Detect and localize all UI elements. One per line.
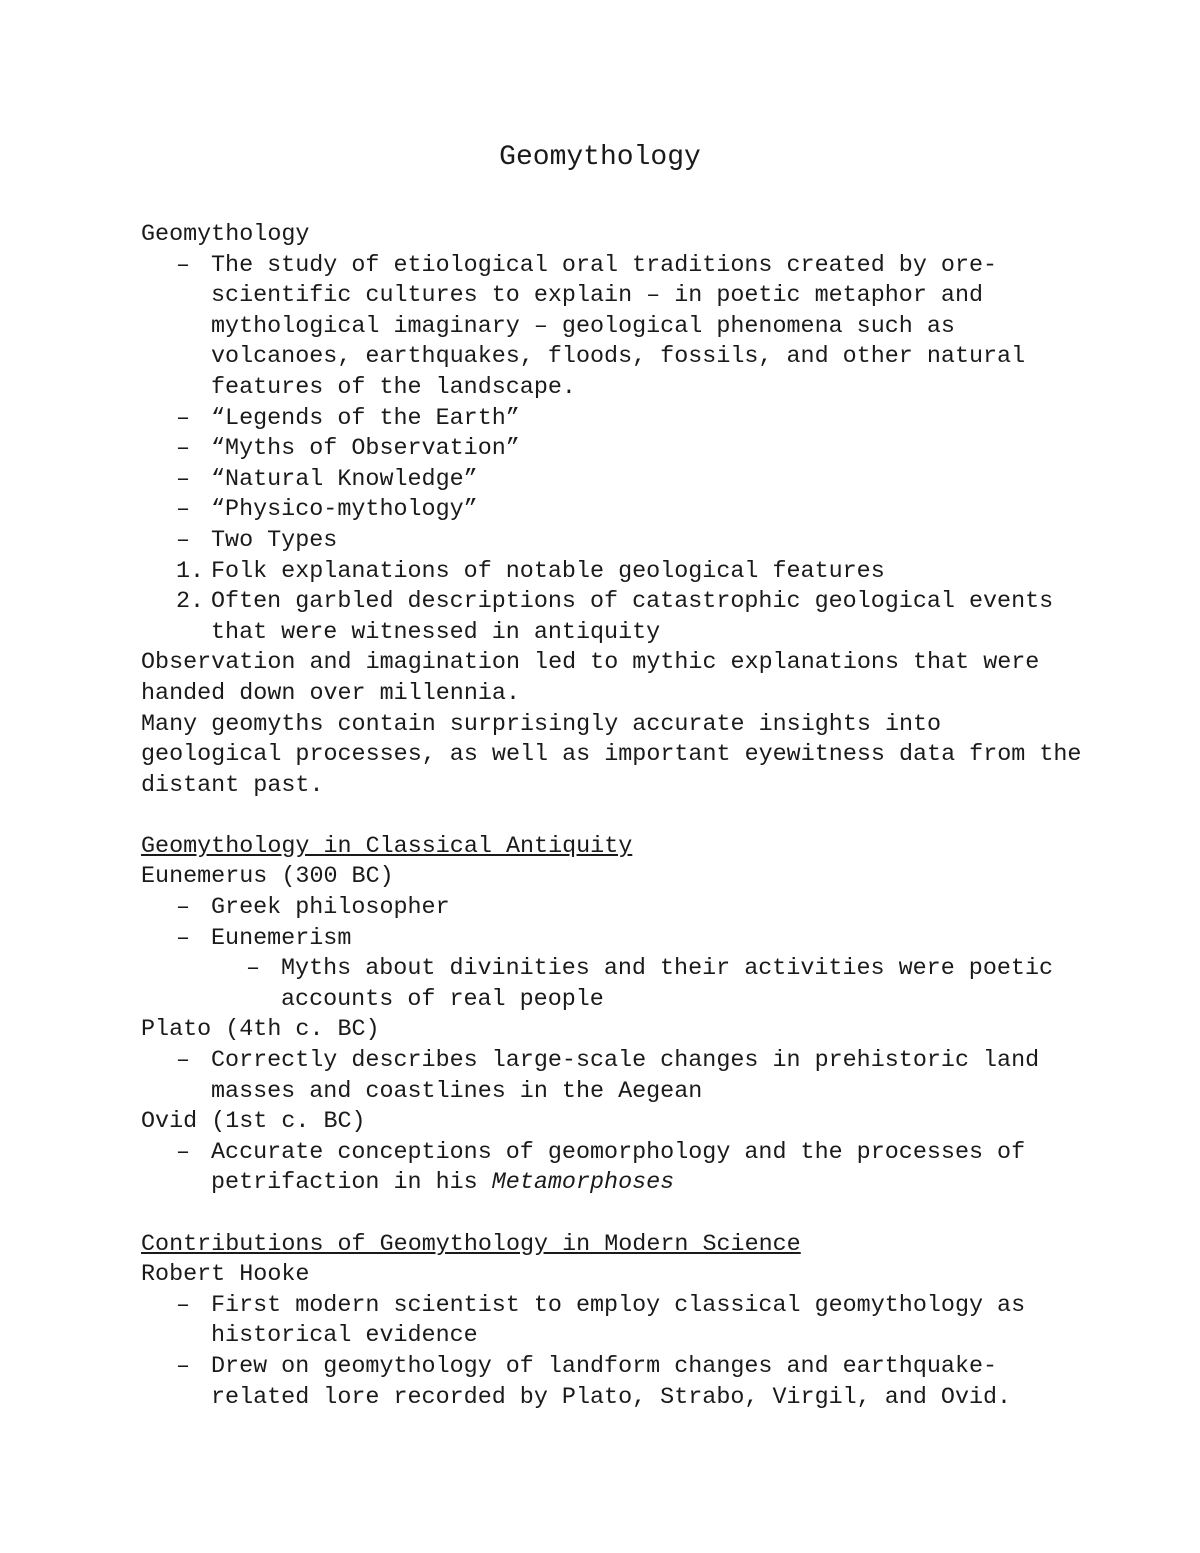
section-heading-modern-science: Contributions of Geomythology in Modern Science (141, 1231, 801, 1258)
dash-marker: – (176, 895, 191, 922)
number-marker: 1. (176, 558, 205, 585)
numbered-item (141, 587, 1091, 648)
numbered-item (141, 557, 1091, 588)
list-item (141, 924, 1091, 955)
list-item (141, 404, 1091, 435)
person-name: Robert Hooke (141, 1262, 310, 1289)
dash-marker: – (176, 466, 191, 493)
point-text-start: Accurate conceptions of geomorphology and the processes of petrifaction in his (211, 1139, 1026, 1197)
paragraph: Observation and imagination led to mythic explanations that were handed down over millennia. (141, 650, 1040, 707)
section-heading-classical-antiquity: Geomythology in Classical Antiquity (141, 833, 633, 860)
alt-name: “Legends of the Earth” (211, 405, 520, 432)
dash-marker: – (176, 1048, 191, 1075)
dash-marker: – (176, 252, 191, 279)
section-heading-geomythology: Geomythology (141, 222, 310, 248)
list-item (141, 1291, 1091, 1352)
dash-marker: – (176, 527, 191, 554)
document-title: Geomythology (499, 142, 701, 173)
definition-text: The study of etiological oral traditions created by ore-scientific cultures to explain – in poetic metaphor and mythological imaginary – geological phenomena such as volcanoes, earthquakes, floods, fossils, and other natural features of the landscape. (211, 252, 1026, 401)
spacer (141, 1199, 1091, 1230)
point-text: Myths about divinities and their activities were poetic accounts of real people (281, 956, 1054, 1013)
type-text: Often garbled descriptions of catastrophic geological events that were witnessed in antiquity (211, 589, 1054, 646)
dash-marker: – (176, 1353, 191, 1380)
number-marker: 2. (176, 589, 205, 616)
alt-name: “Physico-mythology” (211, 497, 478, 524)
types-label: Two Types (211, 527, 338, 554)
sub-list-item (141, 954, 1091, 1015)
dash-marker: – (176, 1292, 191, 1319)
list-item (141, 1138, 1091, 1199)
alt-name: “Natural Knowledge” (211, 466, 478, 493)
point-text: First modern scientist to employ classical geomythology as historical evidence (211, 1292, 1026, 1350)
work-title: Metamorphoses (491, 1170, 675, 1197)
point-text: Drew on geomythology of landform changes and earthquake-related lore recorded by Plato, Strabo, Virgil, and Ovid. (211, 1353, 1012, 1411)
dash-marker: – (176, 436, 191, 463)
list-item (141, 1046, 1091, 1107)
list-item (141, 465, 1091, 496)
point-text: Greek philosopher (211, 895, 450, 922)
list-item (141, 434, 1091, 465)
person-name: Ovid (1st c. BC) (141, 1109, 366, 1136)
spacer (141, 801, 1091, 832)
point-text (211, 1138, 1091, 1199)
point-text: Correctly describes large-scale changes in prehistoric land masses and coastlines in the Aegean (211, 1048, 1040, 1105)
list-item (141, 251, 1091, 404)
document-body (141, 220, 1091, 1413)
dash-marker: – (176, 1139, 191, 1166)
alt-name: “Myths of Observation” (211, 436, 520, 463)
point-text: Eunemerism (211, 925, 352, 952)
list-item (141, 893, 1091, 924)
dash-marker: – (176, 497, 191, 524)
paragraph: Many geomyths contain surprisingly accurate insights into geological processes, as well as important eyewitness data from the distant past. (141, 711, 1082, 799)
type-text: Folk explanations of notable geological features (211, 558, 885, 585)
dash-marker: – (176, 925, 191, 952)
person-name: Plato (4th c. BC) (141, 1017, 380, 1044)
dash-marker: – (176, 405, 191, 432)
list-item (141, 1352, 1091, 1413)
dash-marker: – (246, 956, 261, 983)
person-name: Eunemerus (300 BC) (141, 864, 394, 891)
list-item (141, 495, 1091, 526)
list-item (141, 526, 1091, 557)
